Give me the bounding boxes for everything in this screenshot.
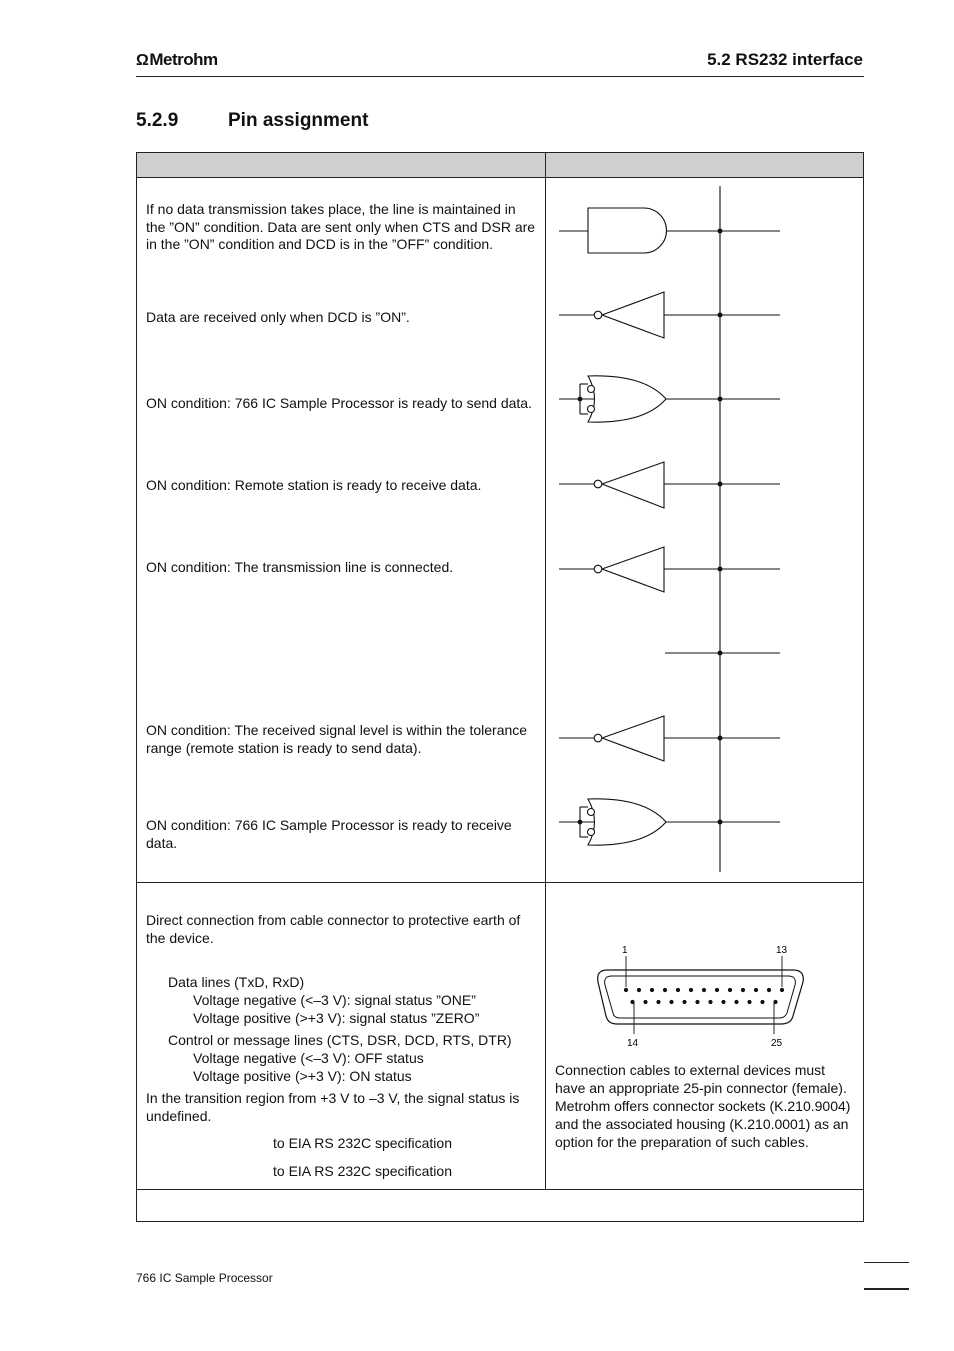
connector-pin: [734, 1000, 738, 1004]
connector-pin: [741, 988, 745, 992]
or-gate-symbol: [588, 799, 666, 845]
table-row-divider: [136, 882, 864, 883]
connector-pin: [754, 988, 758, 992]
signal-txd-description: If no data transmission takes place, the line is maintained in the ”ON” condition. Data are sent only when CTS and DSR are in the ”ON” condition and DCD is in the ”OFF” condition.: [146, 201, 536, 252]
connector-pin: [760, 1000, 764, 1004]
logo-text: Metrohm: [149, 50, 218, 69]
table-header: [136, 152, 864, 178]
table-row-divider-bottom: [136, 1189, 864, 1190]
signal-dtr-description: ON condition: 766 IC Sample Processor is ready to receive data.: [146, 817, 512, 851]
footer-rule-thick: [864, 1288, 909, 1290]
connector-pin: [689, 988, 693, 992]
section-number: 5.2.9: [136, 110, 179, 131]
signal-dcd-description: ON condition: The received signal level is within the tolerance range (remote station is ready to send data).: [146, 722, 528, 756]
connector-pin: [715, 988, 719, 992]
inverter-symbol: [602, 716, 664, 761]
signal-rts-description: ON condition: 766 IC Sample Processor is ready to send data.: [146, 395, 532, 411]
connector-pin: [728, 988, 732, 992]
footer-rule-thin: [864, 1262, 909, 1263]
connector-pin: [767, 988, 771, 992]
inverter-symbol: [602, 292, 664, 338]
data-lines-heading: Data lines (TxD, RxD): [168, 974, 305, 990]
connector-pin: [663, 988, 667, 992]
connector-pin: [682, 1000, 686, 1004]
inverter-symbol: [602, 547, 664, 592]
pin-label-13: 13: [776, 945, 788, 956]
signal-rxd-description: Data are received only when DCD is ”ON”.: [146, 309, 410, 325]
pin-label-14: 14: [627, 1038, 639, 1049]
connector-pin: [643, 1000, 647, 1004]
metrohm-omega-icon: Ω: [136, 52, 149, 69]
signal-cts-description: ON condition: Remote station is ready to receive data.: [146, 477, 482, 493]
interface-circuit-diagram: [546, 178, 863, 882]
control-lines-heading: Control or message lines (CTS, DSR, DCD, RTS, DTR): [168, 1032, 512, 1048]
protective-earth-description: Direct connection from cable connector to protective earth of the device.: [146, 912, 521, 946]
connector-pin: [747, 1000, 751, 1004]
or-gate-symbol: [588, 376, 666, 422]
connector-cable-description: Connection cables to external devices must have an appropriate 25-pin connector (female). Metrohm offers connector sockets (K.210.9004) and the associated housing (K.210.0001) as an option for the preparation of such cables.: [555, 1062, 851, 1150]
pin-label-1: 1: [622, 945, 628, 956]
connector-pin: [669, 1000, 673, 1004]
spec-note-2: to EIA RS 232C specification: [273, 1163, 452, 1179]
connector-pin: [650, 988, 654, 992]
connector-pin: [676, 988, 680, 992]
transition-region-note: In the transition region from +3 V to –3 V, the signal status is undefined.: [146, 1090, 520, 1124]
connector-pin: [624, 988, 628, 992]
control-voltage-negative: Voltage negative (<–3 V): OFF status: [193, 1050, 424, 1066]
header-rule: [136, 76, 864, 77]
data-voltage-negative: Voltage negative (<–3 V): signal status ”ONE”: [193, 992, 476, 1008]
and-gate-symbol: [588, 208, 667, 253]
connector-pin: [708, 1000, 712, 1004]
connector-pin: [637, 988, 641, 992]
connector-pin: [702, 988, 706, 992]
connector-pin: [721, 1000, 725, 1004]
data-voltage-positive: Voltage positive (>+3 V): signal status ”ZERO”: [193, 1010, 480, 1026]
control-voltage-positive: Voltage positive (>+3 V): ON status: [193, 1068, 412, 1084]
connector-pin: [780, 988, 784, 992]
signal-dsr-description: ON condition: The transmission line is connected.: [146, 559, 454, 575]
section-title: Pin assignment: [228, 110, 369, 131]
pin-label-25: 25: [771, 1038, 783, 1049]
footer-product-name: 766 IC Sample Processor: [136, 1271, 273, 1285]
section-heading: 5.2 RS232 interface: [707, 50, 863, 69]
connector-pin: [695, 1000, 699, 1004]
connector-pin: [656, 1000, 660, 1004]
sub-d-25-connector-diagram: [595, 938, 815, 1053]
connector-outer-shell: [598, 970, 804, 1024]
metrohm-logo: [136, 50, 218, 70]
inverter-symbol: [602, 462, 664, 508]
spec-note-1: to EIA RS 232C specification: [273, 1135, 452, 1151]
